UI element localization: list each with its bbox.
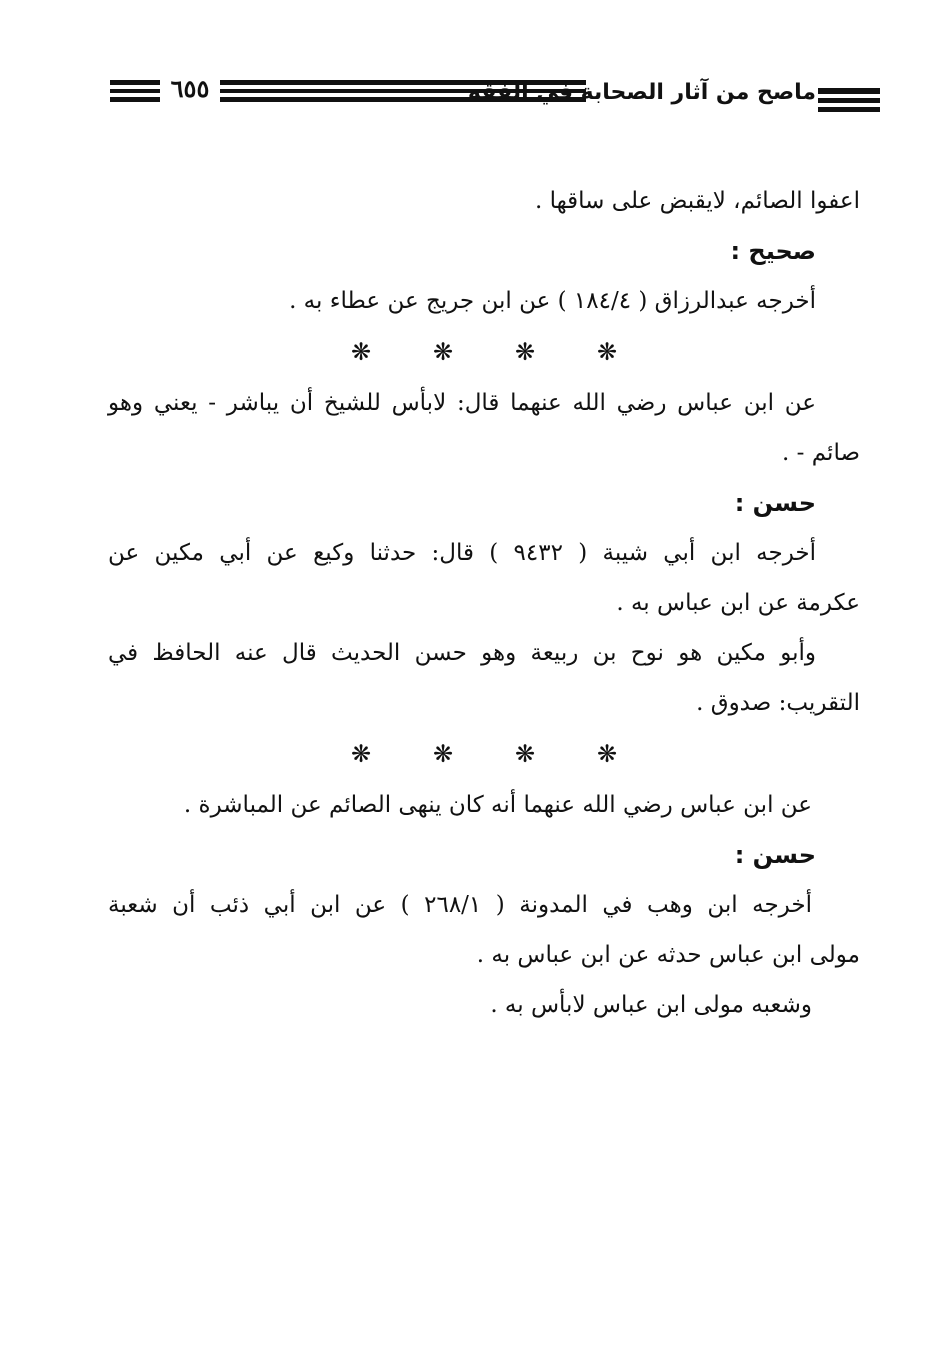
star-ornament-icon: ❋: [432, 740, 454, 768]
text-line: أخرجه عبدالرزاق ( ١٨٤/٤ ) عن ابن جريج عن عطاء به .: [289, 288, 816, 314]
grade-heading: حسن :: [734, 489, 816, 517]
text-line: التقريب: صدوق .: [696, 690, 860, 716]
text-line: صائم - .: [782, 440, 860, 466]
star-ornament-icon: ❋: [514, 338, 536, 366]
header-rule-left: [110, 80, 160, 106]
star-ornament-icon: ❋: [350, 740, 372, 768]
text-line: أخرجه ابن وهب في المدونة ( ٢٦٨/١ ) عن ابن أبي ذئب أن شعبة: [108, 892, 812, 918]
text-line: وأبو مكين هو نوح بن ربيعة وهو حسن الحديث قال عنه الحافظ في: [108, 640, 816, 666]
star-ornament-icon: ❋: [596, 338, 618, 366]
page-number: ٦٥٥: [170, 74, 210, 103]
star-ornament-icon: ❋: [514, 740, 536, 768]
header-rule-right: [818, 88, 880, 116]
text-line: عن ابن عباس رضي الله عنهما أنه كان ينهى الصائم عن المباشرة .: [183, 792, 812, 818]
text-line: أخرجه ابن أبي شيبة ( ٩٤٣٢ ) قال: حدثنا وكيع عن أبي مكين عن: [108, 540, 816, 566]
text-line: عكرمة عن ابن عباس به .: [616, 590, 860, 616]
section-separator: [108, 728, 860, 780]
text-line: عن ابن عباس رضي الله عنهما قال: لابأس للشيخ أن يباشر - يعني وهو: [108, 390, 816, 416]
page-body: [108, 176, 860, 1030]
page-header: [110, 72, 880, 116]
text-line: اعفوا الصائم، لايقبض على ساقها .: [534, 188, 860, 214]
star-ornament-icon: ❋: [350, 338, 372, 366]
section-separator: [108, 326, 860, 378]
grade-heading: صحيح :: [730, 237, 816, 265]
text-line: مولى ابن عباس حدثه عن ابن عباس به .: [476, 942, 860, 968]
grade-heading: حسن :: [734, 841, 816, 869]
star-ornament-icon: ❋: [596, 740, 618, 768]
running-title: ماصح من آثار الصحابة في الفقه: [467, 80, 816, 105]
text-line: وشعبه مولى ابن عباس لابأس به .: [490, 992, 812, 1018]
star-ornament-icon: ❋: [432, 338, 454, 366]
